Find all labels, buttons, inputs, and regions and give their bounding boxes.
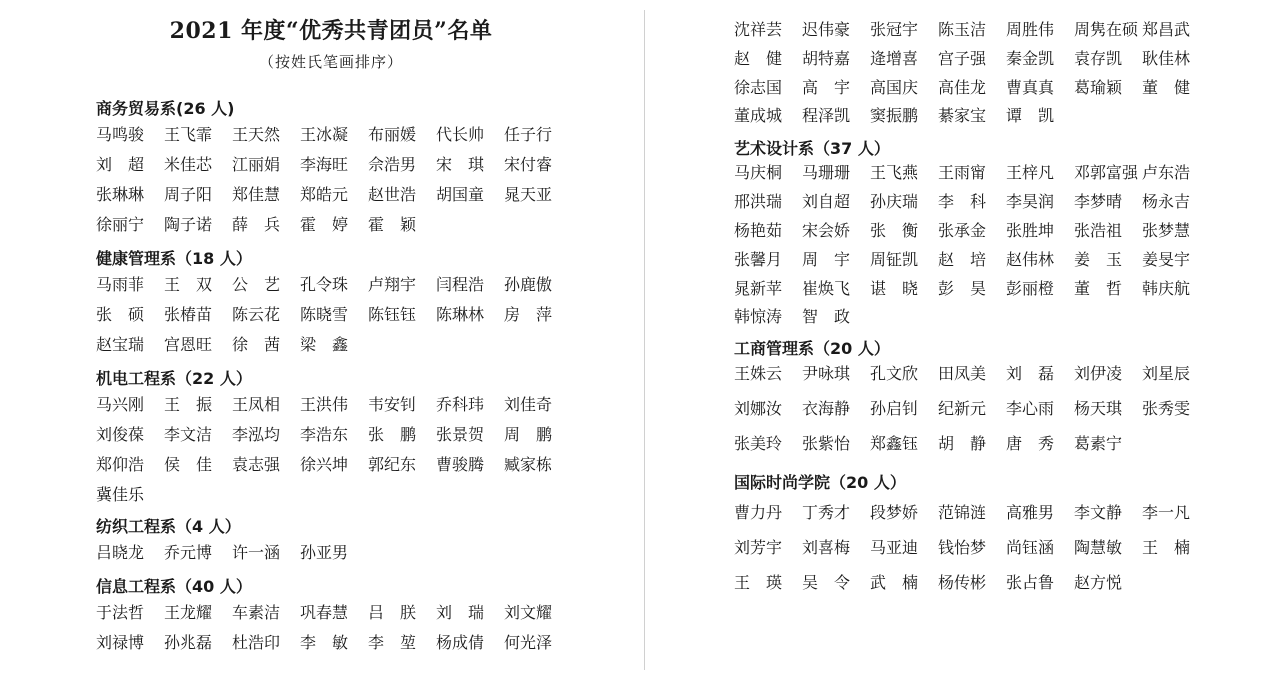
member-name: 姜 玉: [1074, 250, 1123, 269]
member-name: 布丽媛: [368, 125, 417, 144]
member-name: 刘芳宇: [734, 538, 783, 557]
member-name: 钱怡梦: [938, 538, 987, 557]
member-name: 闫程浩: [436, 275, 485, 294]
department-heading: 健康管理系（18 人）: [96, 249, 252, 268]
member-name: 李浩东: [300, 425, 349, 444]
member-name: 赵伟林: [1006, 250, 1055, 269]
member-name: 王雨甯: [938, 163, 987, 182]
page-subtitle: （按姓氏笔画排序）: [258, 53, 403, 71]
member-name: 李 科: [938, 192, 987, 211]
member-name: 刘星辰: [1142, 364, 1191, 383]
member-name: 彭 昊: [938, 279, 987, 298]
member-name: 赵 培: [938, 250, 987, 269]
member-name: 张秀雯: [1142, 399, 1191, 418]
member-name: 李昊润: [1006, 192, 1055, 211]
member-name: 陶慧敏: [1074, 538, 1123, 557]
member-name: 董成城: [734, 106, 783, 125]
member-name: 郑昌武: [1142, 20, 1191, 39]
member-name: 郑仰浩: [96, 455, 145, 474]
member-name: 徐丽宁: [96, 215, 145, 234]
member-name: 陈钰钰: [368, 305, 417, 324]
member-name: 胡特嘉: [802, 49, 851, 68]
member-name: 公 艺: [232, 275, 281, 294]
member-name: 刘文耀: [504, 603, 553, 622]
member-name: 臧家栋: [504, 455, 553, 474]
member-name: 郭纪东: [368, 455, 417, 474]
member-name: 刘 磊: [1006, 364, 1055, 383]
member-name: 王冰凝: [300, 125, 349, 144]
name-row: [734, 190, 1204, 214]
member-name: 董 健: [1142, 78, 1191, 97]
member-name: 李梦晴: [1074, 192, 1123, 211]
member-name: 袁存凯: [1074, 49, 1123, 68]
department-heading: 艺术设计系（37 人）: [734, 139, 890, 158]
member-name: 晁天亚: [504, 185, 553, 204]
member-name: 马鸣骏: [96, 125, 145, 144]
member-name: 韦安钊: [368, 395, 417, 414]
member-name: 董 哲: [1074, 279, 1123, 298]
member-name: 张紫怡: [802, 434, 851, 453]
member-name: 杨永吉: [1142, 192, 1191, 211]
member-name: 徐志国: [734, 78, 783, 97]
member-name: 孙兆磊: [164, 633, 213, 652]
member-name: 梁 鑫: [300, 335, 349, 354]
member-name: 葛素宁: [1074, 434, 1123, 453]
member-name: 綦家宝: [938, 106, 987, 125]
member-name: 高雅男: [1006, 503, 1055, 522]
name-row: [734, 277, 1204, 301]
member-name: 周 鹏: [504, 425, 553, 444]
member-name: 许一涵: [232, 543, 281, 562]
member-name: 马雨菲: [96, 275, 145, 294]
member-name: 张占鲁: [1006, 573, 1055, 592]
member-name: 宋付睿: [504, 155, 553, 174]
member-name: 张椿苗: [164, 305, 213, 324]
member-name: 袁志强: [232, 455, 281, 474]
name-row: [96, 483, 566, 507]
member-name: 霍 婷: [300, 215, 349, 234]
member-name: 霍 颖: [368, 215, 417, 234]
member-name: 耿佳林: [1142, 49, 1191, 68]
department-heading: 机电工程系（22 人）: [96, 369, 252, 388]
member-name: 杨成倩: [436, 633, 485, 652]
member-name: 孔文欣: [870, 364, 919, 383]
member-name: 张 鹏: [368, 425, 417, 444]
member-name: 车素洁: [232, 603, 281, 622]
member-name: 赵宝瑞: [96, 335, 145, 354]
member-name: 刘喜梅: [802, 538, 851, 557]
member-name: 刘佳奇: [504, 395, 553, 414]
member-name: 江丽娟: [232, 155, 281, 174]
name-row: [734, 104, 1204, 128]
name-row: [96, 183, 566, 207]
member-name: 周隽在硕: [1074, 20, 1139, 39]
member-name: 衣海静: [802, 399, 851, 418]
member-name: 徐 茜: [232, 335, 281, 354]
member-name: 郑鑫钰: [870, 434, 919, 453]
member-name: 吴 令: [802, 573, 851, 592]
member-name: 马珊珊: [802, 163, 851, 182]
member-name: 邓郭富强: [1074, 163, 1139, 182]
member-name: 吕晓龙: [96, 543, 145, 562]
department-heading: 国际时尚学院（20 人）: [734, 473, 906, 492]
name-row: [96, 303, 566, 327]
member-name: 李心雨: [1006, 399, 1055, 418]
member-name: 胡 静: [938, 434, 987, 453]
member-name: 韩惊涛: [734, 307, 783, 326]
department-heading: 商务贸易系(26 人): [96, 99, 235, 118]
member-name: 高 宇: [802, 78, 851, 97]
page-title: 2021 年度“优秀共青团员”名单: [169, 18, 493, 44]
name-row: [734, 571, 1204, 595]
member-name: 于法哲: [96, 603, 145, 622]
member-name: 王 楠: [1142, 538, 1191, 557]
name-row: [734, 305, 1204, 329]
member-name: 张胜坤: [1006, 221, 1055, 240]
member-name: 陈玉洁: [938, 20, 987, 39]
member-name: 尚钰涵: [1006, 538, 1055, 557]
member-name: 赵 健: [734, 49, 783, 68]
member-name: 田凤美: [938, 364, 987, 383]
member-name: 马兴刚: [96, 395, 145, 414]
member-name: 代长帅: [436, 125, 485, 144]
member-name: 侯 佳: [164, 455, 213, 474]
member-name: 宫子强: [938, 49, 987, 68]
name-row: [734, 432, 1204, 456]
member-name: 孙庆瑞: [870, 192, 919, 211]
member-name: 葛瑜颖: [1074, 78, 1123, 97]
name-row: [734, 219, 1204, 243]
member-name: 王洪伟: [300, 395, 349, 414]
member-name: 胡国童: [436, 185, 485, 204]
member-name: 崔焕飞: [802, 279, 851, 298]
member-name: 范锦涟: [938, 503, 987, 522]
member-name: 彭丽橙: [1006, 279, 1055, 298]
member-name: 何光泽: [504, 633, 553, 652]
member-name: 冀佳乐: [96, 485, 145, 504]
member-name: 刘 超: [96, 155, 145, 174]
member-name: 王天然: [232, 125, 281, 144]
member-name: 宋 琪: [436, 155, 485, 174]
member-name: 杨传彬: [938, 573, 987, 592]
name-row: [96, 631, 566, 655]
member-name: 巩春慧: [300, 603, 349, 622]
member-name: 刘伊凌: [1074, 364, 1123, 383]
name-row: [734, 76, 1204, 100]
member-name: 赵方悦: [1074, 573, 1123, 592]
member-name: 卢翔宇: [368, 275, 417, 294]
member-name: 刘娜汝: [734, 399, 783, 418]
member-name: 秦金凯: [1006, 49, 1055, 68]
member-name: 马庆桐: [734, 163, 783, 182]
member-name: 张冠宇: [870, 20, 919, 39]
member-name: 沈祥芸: [734, 20, 783, 39]
member-name: 郑佳慧: [232, 185, 281, 204]
member-name: 李文洁: [164, 425, 213, 444]
name-row: [734, 161, 1204, 185]
name-row: [734, 536, 1204, 560]
name-row: [96, 423, 566, 447]
member-name: 赵世浩: [368, 185, 417, 204]
member-name: 张馨月: [734, 250, 783, 269]
member-name: 程泽凯: [802, 106, 851, 125]
name-row: [96, 453, 566, 477]
department-heading: 工商管理系（20 人）: [734, 339, 890, 358]
name-row: [734, 47, 1204, 71]
member-name: 周钲凯: [870, 250, 919, 269]
member-name: 徐兴坤: [300, 455, 349, 474]
member-name: 王 双: [164, 275, 213, 294]
member-name: 王 瑛: [734, 573, 783, 592]
member-name: 刘禄博: [96, 633, 145, 652]
member-name: 周子阳: [164, 185, 213, 204]
name-row: [96, 541, 566, 565]
member-name: 曹真真: [1006, 78, 1055, 97]
member-name: 刘 瑞: [436, 603, 485, 622]
member-name: 谭 凯: [1006, 106, 1055, 125]
member-name: 米佳芯: [164, 155, 213, 174]
member-name: 智 政: [802, 307, 851, 326]
member-name: 孙启钊: [870, 399, 919, 418]
name-row: [734, 18, 1204, 42]
member-name: 李 敏: [300, 633, 349, 652]
member-name: 张承金: [938, 221, 987, 240]
member-name: 郑皓元: [300, 185, 349, 204]
member-name: 李 堃: [368, 633, 417, 652]
member-name: 韩庆航: [1142, 279, 1191, 298]
name-row: [96, 393, 566, 417]
member-name: 周胜伟: [1006, 20, 1055, 39]
member-name: 曹骏腾: [436, 455, 485, 474]
member-name: 乔元博: [164, 543, 213, 562]
member-name: 薛 兵: [232, 215, 281, 234]
member-name: 张琳琳: [96, 185, 145, 204]
member-name: 纪新元: [938, 399, 987, 418]
member-name: 逄增喜: [870, 49, 919, 68]
name-row: [96, 153, 566, 177]
member-name: 马亚迪: [870, 538, 919, 557]
member-name: 杨天琪: [1074, 399, 1123, 418]
member-name: 曹力丹: [734, 503, 783, 522]
member-name: 周 宇: [802, 250, 851, 269]
member-name: 李文静: [1074, 503, 1123, 522]
name-row: [734, 501, 1204, 525]
member-name: 张 硕: [96, 305, 145, 324]
name-row: [96, 601, 566, 625]
member-name: 佘浩男: [368, 155, 417, 174]
member-name: 晁新苹: [734, 279, 783, 298]
member-name: 高佳龙: [938, 78, 987, 97]
member-name: 王飞燕: [870, 163, 919, 182]
member-name: 李泓均: [232, 425, 281, 444]
column-divider: [644, 10, 645, 670]
name-row: [96, 273, 566, 297]
member-name: 张美玲: [734, 434, 783, 453]
member-name: 李海旺: [300, 155, 349, 174]
member-name: 丁秀才: [802, 503, 851, 522]
member-name: 张 衡: [870, 221, 919, 240]
member-name: 王飞霏: [164, 125, 213, 144]
member-name: 窦振鹏: [870, 106, 919, 125]
member-name: 李一凡: [1142, 503, 1191, 522]
member-name: 陶子诺: [164, 215, 213, 234]
member-name: 陈云花: [232, 305, 281, 324]
member-name: 孙鹿傲: [504, 275, 553, 294]
member-name: 刘自超: [802, 192, 851, 211]
member-name: 王 振: [164, 395, 213, 414]
member-name: 王姝云: [734, 364, 783, 383]
name-row: [734, 397, 1204, 421]
member-name: 高国庆: [870, 78, 919, 97]
member-name: 王龙耀: [164, 603, 213, 622]
member-name: 邢洪瑞: [734, 192, 783, 211]
member-name: 王梓凡: [1006, 163, 1055, 182]
member-name: 孙亚男: [300, 543, 349, 562]
member-name: 刘俊葆: [96, 425, 145, 444]
member-name: 唐 秀: [1006, 434, 1055, 453]
member-name: 任子行: [504, 125, 553, 144]
member-name: 尹咏琪: [802, 364, 851, 383]
member-name: 王凤相: [232, 395, 281, 414]
department-heading: 信息工程系（40 人）: [96, 577, 252, 596]
member-name: 宋会娇: [802, 221, 851, 240]
member-name: 迟伟豪: [802, 20, 851, 39]
name-row: [96, 213, 566, 237]
member-name: 陈琳林: [436, 305, 485, 324]
member-name: 段梦娇: [870, 503, 919, 522]
member-name: 房 萍: [504, 305, 553, 324]
member-name: 谌 晓: [870, 279, 919, 298]
member-name: 张浩祖: [1074, 221, 1123, 240]
member-name: 杜浩印: [232, 633, 281, 652]
member-name: 陈晓雪: [300, 305, 349, 324]
name-row: [734, 362, 1204, 386]
name-row: [96, 123, 566, 147]
member-name: 武 楠: [870, 573, 919, 592]
member-name: 吕 朕: [368, 603, 417, 622]
member-name: 乔科玮: [436, 395, 485, 414]
member-name: 张景贺: [436, 425, 485, 444]
member-name: 张梦慧: [1142, 221, 1191, 240]
member-name: 杨艳茹: [734, 221, 783, 240]
member-name: 孔令珠: [300, 275, 349, 294]
member-name: 卢东浩: [1142, 163, 1191, 182]
department-heading: 纺织工程系（4 人）: [96, 517, 241, 536]
name-row: [734, 248, 1204, 272]
member-name: 宫恩旺: [164, 335, 213, 354]
name-row: [96, 333, 566, 357]
member-name: 姜旻宇: [1142, 250, 1191, 269]
